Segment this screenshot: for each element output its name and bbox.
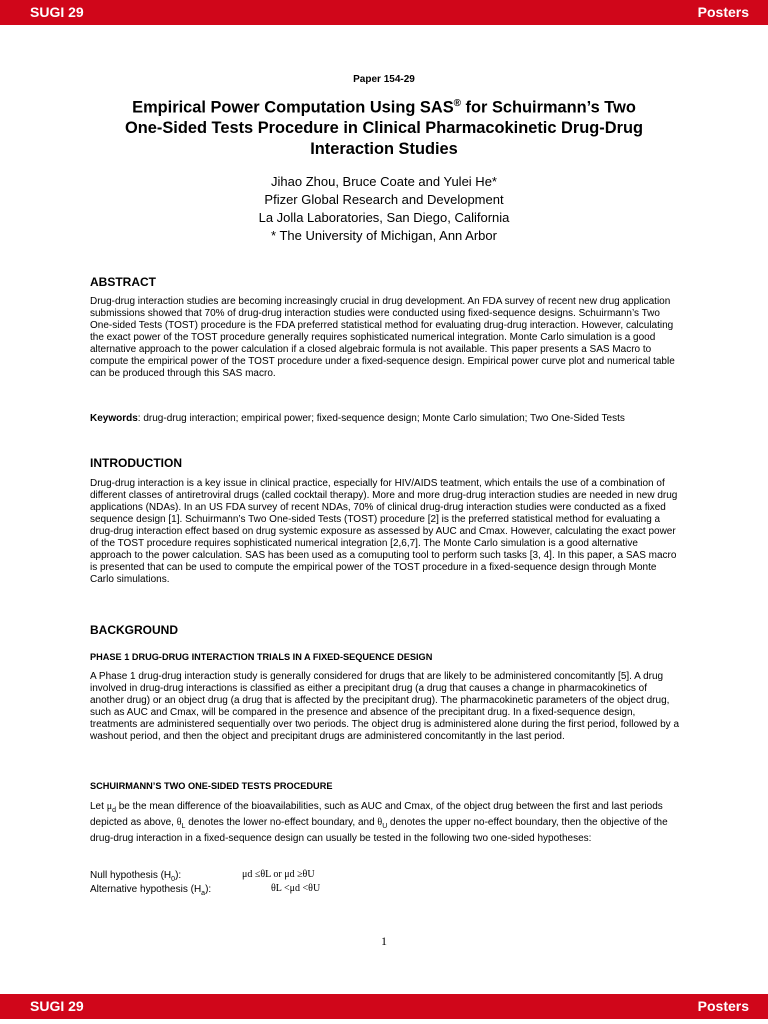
- abstract-text: Drug-drug interaction studies are becoming increasingly crucial in drug development. An FDA survey of recent new drug application submissions showed that 70% of drug-drug interaction studies were conducted using fixed-sequence designs. Schuirmann’s Two One-sided Tests (TOST) procedure is the FDA preferred statistical method for evaluating drug-drug interaction. However, calculating the exact power of the TOST procedure generally requires sophisticated numerical integration. Monte Carlo simulation is a good alternative approach to the power calculation if a closed algebraic formula is not available. This paper presents a SAS Macro to compute the empirical power of the TOST procedure under a fixed-sequence design. Empirical power curve plot and numerical table can be produced through this SAS macro.: [90, 296, 675, 379]
- null-hypothesis-expression: μd ≤θL or μd ≥θU: [242, 869, 315, 880]
- registered-mark: ®: [453, 98, 461, 109]
- theta-symbol: θ: [377, 817, 383, 828]
- affiliation-2: La Jolla Laboratories, San Diego, California: [258, 210, 510, 225]
- text-run: denotes the lower no-effect boundary, and: [185, 817, 378, 828]
- tost-paragraph: Let $\mu_d$ be the mean difference of the bioavailabilities, such as AUC and Cmax, of the object drug between the first and last periods depicted as above, $\theta_L$ denotes the lower no-effect boundary, and $\theta_U$ denotes the upper no-effect boundary, then the objective of the drug-drug interaction in a fixed-sequence design can usually be tested in the following two one-sided hypotheses:: [90, 801, 668, 844]
- text-run: Alternative hypothesis (H: [90, 884, 202, 895]
- introduction-text: Drug-drug interaction is a key issue in clinical practice, especially for HIV/AIDS teatment, which entails the use of a combination of different classes of antiretroviral drugs (called cocktail therapy). More and more drug-drug interaction studies are needed in new drug applications (NDAs). In an US FDA survey of recent NDAs, 70% of clinical drug-drug interaction studies were conducted as a fixed sequence design [1]. Schuirmann’s Two One-sided Tests (TOST) procedure [2] is the preferred statistical method for evaluating a drug-drug interaction effect based on drug systemic exposure as assessed by AUC and Cmax. However, calculating the exact power of the TOST procedure requires sophisticated numerical integration [2,6,7]. The Monte Carlo simulation is a good alternative approach to the power calculation. SAS has been used as a comuputing tool to perform such tasks [3, 4]. In this paper, a SAS macro is presented that can be used to compute the empirical power of the TOST procedure in a fixed-sequence design through Monte Carlo simulations.: [90, 478, 678, 585]
- affiliation-3: * The University of Michigan, Ann Arbor: [271, 228, 497, 243]
- text-run: Let: [90, 801, 107, 812]
- text-run: ):: [205, 884, 212, 895]
- keywords-text: : drug-drug interaction; empirical power; fixed-sequence design; Monte Carlo simulation; Two One-Sided Tests: [137, 413, 625, 424]
- header-conference: SUGI 29: [30, 4, 84, 20]
- null-hypothesis-label: [90, 870, 181, 883]
- title-line-3: Interaction Studies: [310, 140, 458, 159]
- footer-conference: SUGI 29: [30, 998, 84, 1014]
- running-footer: [0, 994, 768, 1019]
- introduction-heading: INTRODUCTION: [90, 456, 182, 470]
- author-block: [0, 173, 768, 245]
- alternative-hypothesis-label: [90, 884, 211, 897]
- affiliation-1: Pfizer Global Research and Development: [264, 192, 504, 207]
- title-line-2: One-Sided Tests Procedure in Clinical Pharmacokinetic Drug-Drug: [125, 119, 643, 138]
- author-names: Jihao Zhou, Bruce Coate and Yulei He*: [271, 174, 497, 189]
- subsection-heading-phase1: PHASE 1 DRUG-DRUG INTERACTION TRIALS IN A FIXED-SEQUENCE DESIGN: [90, 652, 433, 662]
- abstract-heading: ABSTRACT: [90, 275, 156, 289]
- page-number: 1: [381, 934, 387, 948]
- keywords-label: Keywords: [90, 413, 138, 424]
- text-run: Null hypothesis (H: [90, 870, 172, 881]
- paper-number: Paper 154-29: [353, 74, 415, 85]
- theta-symbol: θ: [176, 817, 182, 828]
- subscript: a: [201, 890, 206, 897]
- paper-title: [0, 93, 768, 160]
- text-run: be the mean difference of the bioavailabilities, such as AUC and Cmax, of the object drug between the first and last periods depicted as above,: [90, 801, 663, 828]
- title-line-1a: Empirical Power Computation Using SAS: [132, 98, 454, 117]
- keywords-line: [90, 413, 682, 425]
- title-line-1b: for Schuirmann’s Two: [461, 98, 636, 117]
- phase1-paragraph: A Phase 1 drug-drug interaction study is generally considered for drugs that are likely to be administered concomitantly [5]. A drug involved in drug-drug interactions is classified as either a precipitant drug (a drug that causes a change in pharmacokinetics of another drug) or an object drug (a drug that is affected by the precipitant drug). The pharmacokinetic parameters of the object drug, such as AUC and Cmax, will be compared in the presence and absence of the precipitant drug. In a fixed-sequence design, treatments are administered sequentially over two periods. The object drug is administered alone during the first period, followed by a washout period, and then the object and precipitant drugs are administered concomitantly in the last period.: [90, 671, 680, 742]
- subscript: 0: [171, 876, 176, 883]
- text-run: ):: [175, 870, 182, 881]
- background-heading: BACKGROUND: [90, 623, 178, 637]
- footer-category: Posters: [697, 998, 749, 1014]
- running-header: [0, 0, 768, 25]
- header-category: Posters: [697, 4, 749, 20]
- alternative-hypothesis-expression: θL <μd <θU: [271, 883, 321, 894]
- text-run: denotes the upper no-effect boundary, then the objective of the drug-drug interaction in a fixed-sequence design can usually be tested in the following two one-sided hypotheses:: [90, 817, 668, 844]
- subsection-heading-tost: SCHUIRMANN’S TWO ONE-SIDED TESTS PROCEDURE: [90, 781, 333, 791]
- mu-symbol: μ: [106, 801, 113, 812]
